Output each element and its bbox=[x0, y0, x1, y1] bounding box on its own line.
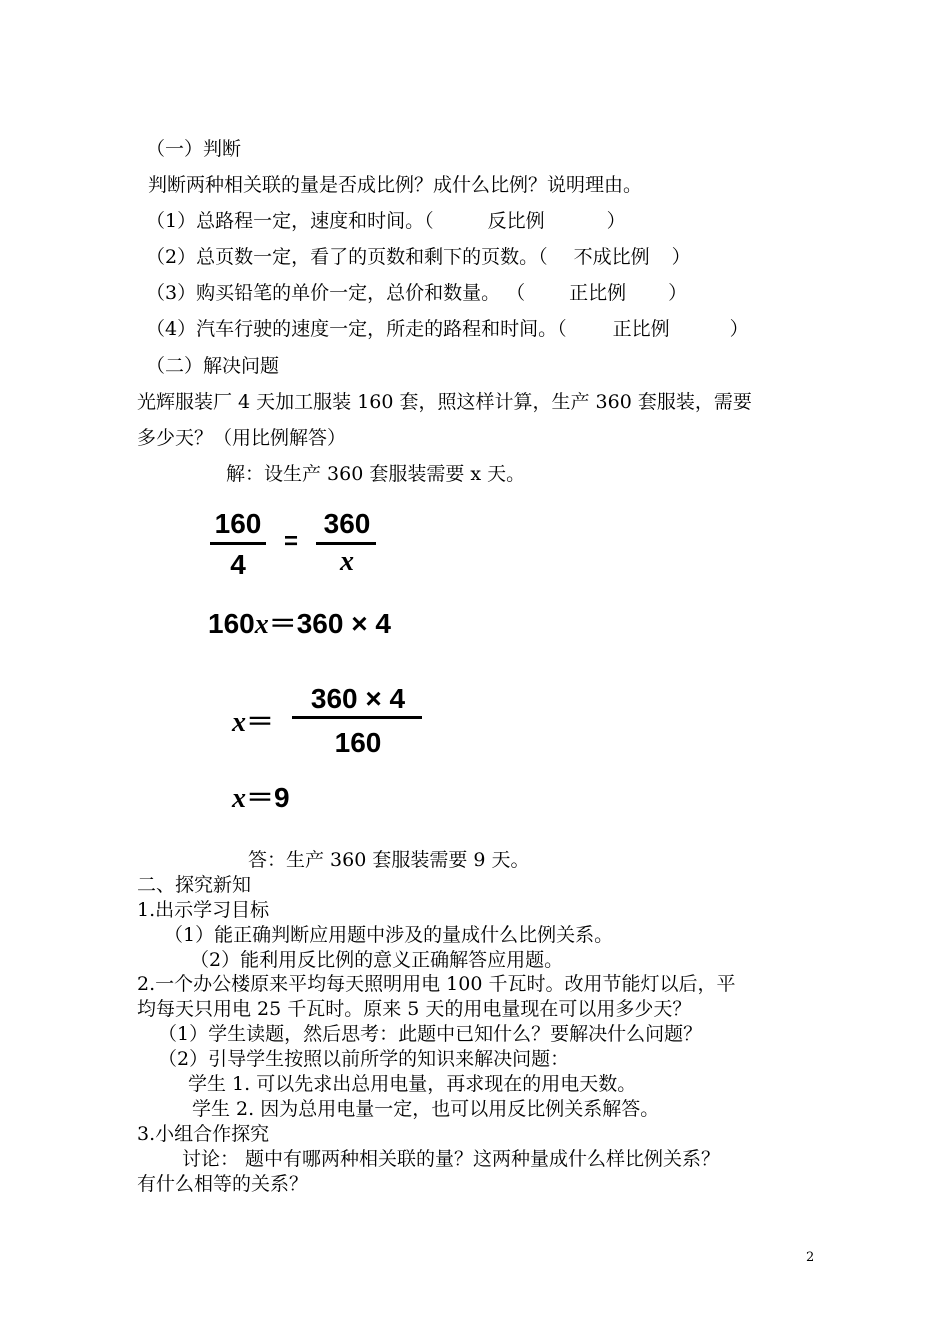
part-three-title: 3.小组合作探究 bbox=[137, 1123, 270, 1145]
problem2-line-1: 2.一个办公楼原来平均每天照明用电 100 千瓦时。改用节能灯以后，平 bbox=[137, 973, 736, 995]
judge-item-2 bbox=[146, 245, 691, 269]
fraction1-bar bbox=[210, 542, 266, 545]
discussion-line-1: 讨论： 题中有哪两种相关联的量？这两种量成什么样比例关系？ bbox=[182, 1148, 721, 1170]
solution-setup: 解：设生产 360 套服装需要 x 天。 bbox=[226, 463, 526, 485]
fraction3-numerator: 360 × 4 bbox=[310, 683, 406, 714]
equation-rhs: ＝360 × 4 bbox=[268, 608, 391, 639]
equals-sign: = bbox=[284, 528, 299, 555]
step-2: （2）引导学生按照以前所学的知识来解决问题： bbox=[158, 1048, 570, 1070]
judge-answer: 不成比例 bbox=[573, 246, 650, 268]
goal-1: （1）能正确判断应用题中涉及的量成什么比例关系。 bbox=[164, 924, 614, 946]
fraction1-numerator: 160 bbox=[214, 508, 262, 539]
equation-line-4 bbox=[232, 782, 290, 815]
goal-2: （2）能利用反比例的意义正确解答应用题。 bbox=[190, 949, 564, 971]
page-number: 2 bbox=[806, 1250, 815, 1265]
answer-line: 答：生产 360 套服装需要 9 天。 bbox=[248, 849, 530, 871]
fraction3-bar bbox=[292, 716, 422, 719]
problem-line-2: 多少天？（用比例解答） bbox=[137, 427, 347, 449]
student-2: 学生 2. 因为总用电量一定，也可以用反比例关系解答。 bbox=[192, 1098, 660, 1120]
problem2-line-2: 均每天只用电 25 千瓦时。原来 5 天的用电量现在可以用多少天？ bbox=[137, 998, 692, 1020]
judge-question: （2）总页数一定，看了的页数和剩下的页数。（ bbox=[146, 246, 548, 268]
judge-answer: 反比例 bbox=[487, 210, 545, 232]
variable-x: x bbox=[254, 609, 269, 640]
fraction2-denominator: x bbox=[340, 546, 354, 577]
judge-close: ） bbox=[606, 210, 626, 232]
variable-x: x bbox=[232, 707, 246, 738]
fraction2-bar bbox=[316, 542, 376, 545]
judge-close: ） bbox=[668, 282, 688, 304]
section-two-heading: （二）解决问题 bbox=[146, 355, 280, 377]
variable-x: x bbox=[232, 783, 246, 814]
fraction3-denominator: 160 bbox=[334, 727, 382, 758]
student-1: 学生 1. 可以先求出总用电量，再求现在的用电天数。 bbox=[188, 1073, 637, 1095]
judge-item-4 bbox=[146, 317, 749, 341]
fraction1-denominator: 4 bbox=[230, 549, 246, 580]
section-one-intro: 判断两种相关联的量是否成比例？成什么比例？说明理由。 bbox=[148, 174, 643, 196]
discussion-line-2: 有什么相等的关系？ bbox=[137, 1173, 309, 1195]
judge-item-1 bbox=[146, 209, 626, 233]
equals-sign: ＝ bbox=[246, 706, 275, 737]
problem-line-1: 光辉服装厂 4 天加工服装 160 套，照这样计算，生产 360 套服装，需要 bbox=[137, 391, 752, 413]
step-1: （1）学生读题，然后思考：此题中已知什么？要解决什么问题？ bbox=[158, 1023, 703, 1045]
equation-result: ＝9 bbox=[246, 782, 290, 813]
judge-question: （1）总路程一定，速度和时间。（ bbox=[146, 210, 434, 232]
part-two-heading: 二、探究新知 bbox=[137, 874, 252, 896]
judge-answer: 正比例 bbox=[569, 282, 627, 304]
judge-answer: 正比例 bbox=[612, 318, 670, 340]
judge-question: （4）汽车行驶的速度一定，所走的路程和时间。（ bbox=[146, 318, 567, 340]
equation-line-2 bbox=[208, 608, 391, 641]
judge-close: ） bbox=[729, 318, 749, 340]
judge-close: ） bbox=[671, 246, 691, 268]
judge-question: （3）购买铅笔的单价一定，总价和数量。 （ bbox=[146, 282, 526, 304]
coefficient: 160 bbox=[208, 608, 255, 639]
judge-item-3 bbox=[146, 281, 687, 305]
goal-title: 1.出示学习目标 bbox=[137, 899, 270, 921]
fraction2-numerator: 360 bbox=[323, 508, 371, 539]
section-one-heading: （一）判断 bbox=[146, 138, 242, 160]
